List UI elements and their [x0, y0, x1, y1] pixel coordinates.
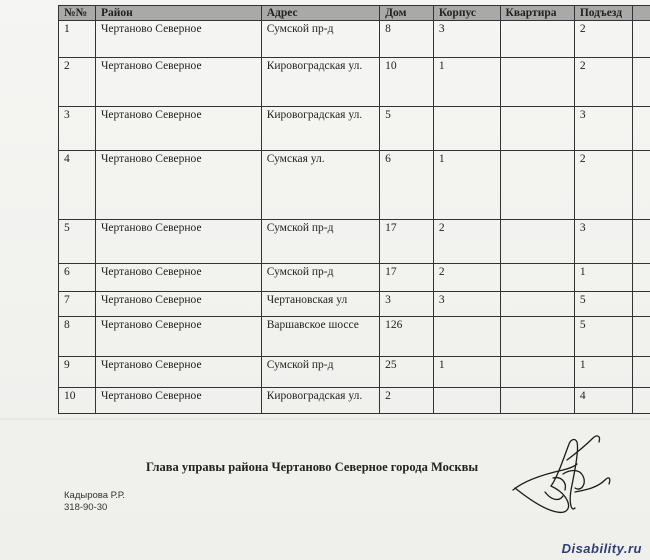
table-row	[59, 58, 650, 107]
row-number: 6	[59, 264, 96, 292]
row-apartment	[500, 388, 574, 414]
row-building	[433, 317, 500, 357]
row-address: Варшавское шоссе	[261, 317, 379, 357]
row-cut-column	[633, 388, 650, 414]
row-apartment	[500, 220, 574, 264]
row-entrance: 3	[574, 220, 632, 264]
row-apartment	[500, 264, 574, 292]
row-house: 10	[380, 58, 434, 107]
row-building: 2	[433, 220, 500, 264]
row-building: 1	[433, 357, 500, 388]
table-row	[59, 292, 650, 317]
row-cut-column	[633, 107, 650, 151]
row-address: Сумская ул.	[261, 151, 379, 220]
row-number: 1	[59, 21, 96, 58]
row-district: Чертаново Северное	[95, 292, 261, 317]
row-house: 8	[380, 21, 434, 58]
address-table	[58, 5, 650, 414]
row-number: 7	[59, 292, 96, 317]
row-address: Кировоградская ул.	[261, 388, 379, 414]
row-entrance: 3	[574, 107, 632, 151]
row-address: Сумской пр-д	[261, 357, 379, 388]
row-cut-column	[633, 292, 650, 317]
row-district: Чертаново Северное	[95, 107, 261, 151]
row-cut-column	[633, 151, 650, 220]
row-building: 1	[433, 58, 500, 107]
header-house: Дом	[380, 6, 434, 21]
row-entrance: 2	[574, 151, 632, 220]
row-district: Чертаново Северное	[95, 151, 261, 220]
row-number: 9	[59, 357, 96, 388]
row-address: Кировоградская ул.	[261, 107, 379, 151]
row-apartment	[500, 317, 574, 357]
row-district: Чертаново Северное	[95, 220, 261, 264]
row-entrance: 1	[574, 264, 632, 292]
row-district: Чертаново Северное	[95, 357, 261, 388]
row-apartment	[500, 292, 574, 317]
header-building: Корпус	[433, 6, 500, 21]
row-entrance: 5	[574, 292, 632, 317]
row-district: Чертаново Северное	[95, 264, 261, 292]
row-house: 2	[380, 388, 434, 414]
row-cut-column	[633, 220, 650, 264]
contact-name: Кадырова Р.Р.	[64, 490, 125, 501]
table-row	[59, 21, 650, 58]
row-house: 25	[380, 357, 434, 388]
contact-block	[64, 490, 125, 514]
row-cut-column	[633, 357, 650, 388]
row-house: 5	[380, 107, 434, 151]
row-number: 3	[59, 107, 96, 151]
row-house: 6	[380, 151, 434, 220]
row-apartment	[500, 151, 574, 220]
row-number: 10	[59, 388, 96, 414]
site-watermark: Disability.ru	[561, 541, 642, 556]
table-row	[59, 107, 650, 151]
row-house: 17	[380, 220, 434, 264]
paper-fold-shadow	[0, 418, 650, 421]
header-district: Район	[95, 6, 261, 21]
row-address: Сумской пр-д	[261, 21, 379, 58]
row-number: 4	[59, 151, 96, 220]
row-entrance: 2	[574, 21, 632, 58]
row-entrance: 5	[574, 317, 632, 357]
row-number: 8	[59, 317, 96, 357]
row-cut-column	[633, 264, 650, 292]
table-row	[59, 317, 650, 357]
row-cut-column	[633, 58, 650, 107]
row-address: Сумской пр-д	[261, 264, 379, 292]
row-building: 3	[433, 292, 500, 317]
row-apartment	[500, 107, 574, 151]
header-cut-column	[633, 6, 650, 21]
row-address: Кировоградская ул.	[261, 58, 379, 107]
table-row	[59, 388, 650, 414]
row-apartment	[500, 58, 574, 107]
row-house: 126	[380, 317, 434, 357]
row-address: Сумской пр-д	[261, 220, 379, 264]
table-row	[59, 220, 650, 264]
row-building: 1	[433, 151, 500, 220]
row-building: 3	[433, 21, 500, 58]
header-number: №№	[59, 6, 96, 21]
row-apartment	[500, 21, 574, 58]
row-house: 3	[380, 292, 434, 317]
row-building: 2	[433, 264, 500, 292]
row-entrance: 4	[574, 388, 632, 414]
contact-phone: 318-90-30	[64, 502, 108, 513]
row-district: Чертаново Северное	[95, 21, 261, 58]
header-apartment: Квартира	[500, 6, 574, 21]
row-cut-column	[633, 21, 650, 58]
row-apartment	[500, 357, 574, 388]
row-number: 2	[59, 58, 96, 107]
table-body	[59, 21, 650, 414]
table-row	[59, 151, 650, 220]
row-entrance: 2	[574, 58, 632, 107]
row-building	[433, 388, 500, 414]
signatory-title: Глава управы района Чертаново Северное города Москвы	[146, 460, 479, 474]
row-district: Чертаново Северное	[95, 317, 261, 357]
row-district: Чертаново Северное	[95, 58, 261, 107]
row-cut-column	[633, 317, 650, 357]
row-building	[433, 107, 500, 151]
row-number: 5	[59, 220, 96, 264]
table-row	[59, 357, 650, 388]
header-entrance: Подъезд	[574, 6, 632, 21]
row-entrance: 1	[574, 357, 632, 388]
header-address: Адрес	[261, 6, 379, 21]
row-house: 17	[380, 264, 434, 292]
row-district: Чертаново Северное	[95, 388, 261, 414]
table-row	[59, 264, 650, 292]
handwritten-signature	[505, 430, 615, 530]
row-address: Чертановская ул	[261, 292, 379, 317]
table-header-row	[59, 6, 650, 21]
